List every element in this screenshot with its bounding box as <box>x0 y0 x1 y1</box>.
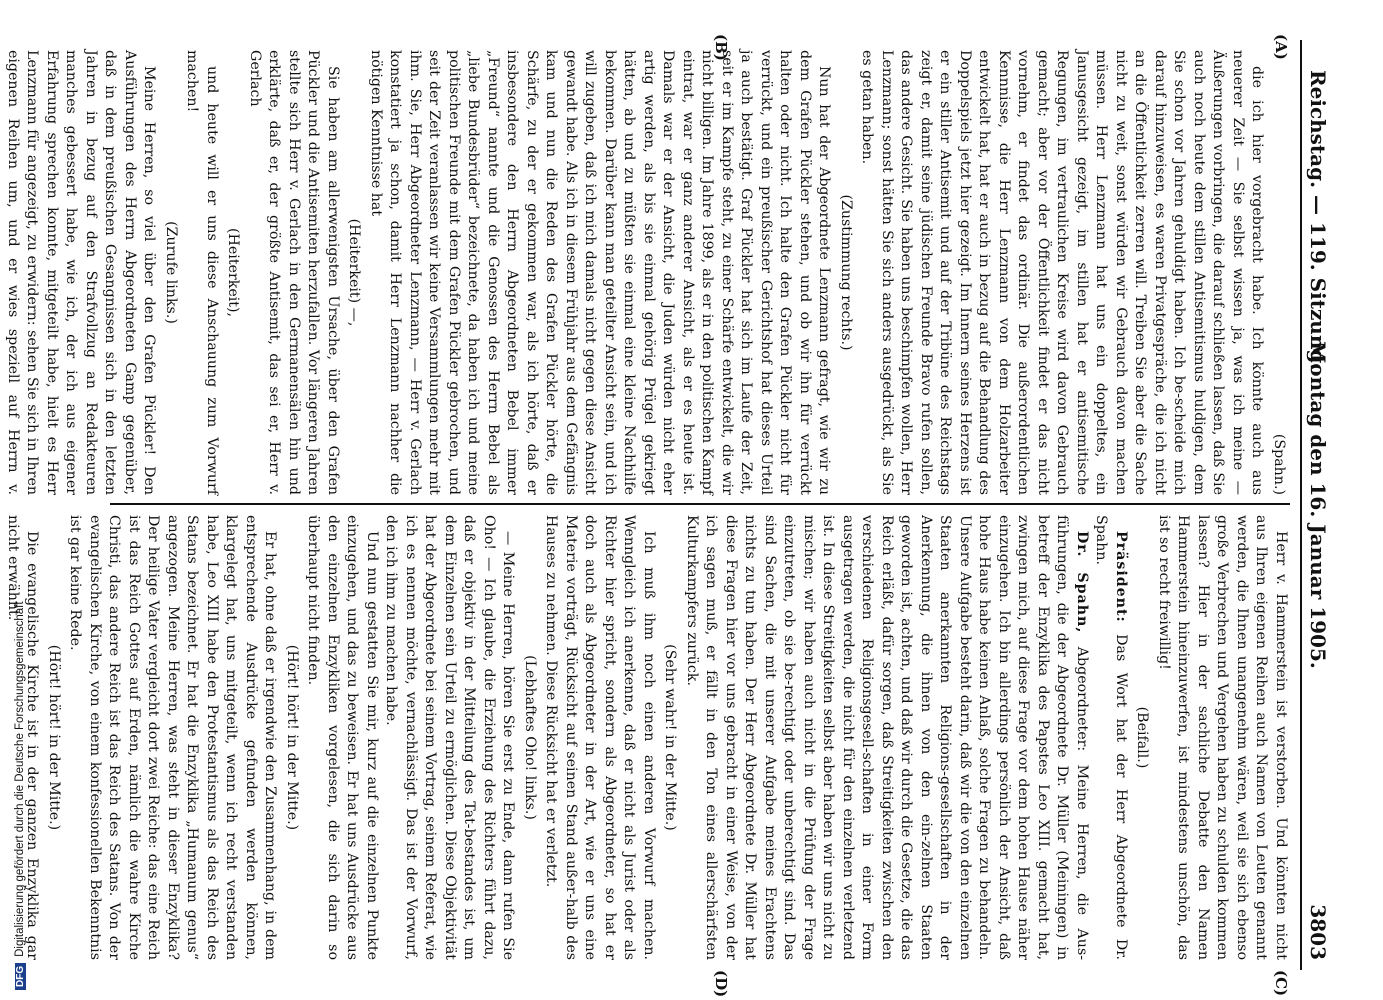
dfg-logo: DFG <box>15 963 26 990</box>
text-paragraph: und heute will er uns diese Anschauung zum Vorwurf machen! <box>184 50 220 495</box>
text-paragraph: die ich hier vorgebracht habe. Ich könnte auch aus neuerer Zeit — Sie selbst wissen ja, was ich meine — Äußerungen vorbringen, die darauf schließen lassen, daß Sie auch noch heute dem stillen Antisemitismus huldigen, dem Sie schon vor Jahren gehuldigt haben. Ich be-scheide mich darauf hinzuweisen, es waren Privatgespräche, die ich nicht an die Öffentlichkeit zerren will. Treiben Sie aber die Sache nicht zu weit, sonst würden wir Gebrauch davon machen müssen. Herr Lenzmann hat uns ein doppeltes, ein Janusgesicht gezeigt, im stillen hat er antisemitische Regungen, im vertraulichen Kreise wird davon Gebrauch gemacht; aber vor der Öffentlichkeit findet er das nicht vornehm, er findet das ordinär. Die außerordentlichen Kennnisse, die Herr Lenzmann von dem Holzarbeiter entwickelt hat, hat er auch in bezug auf die Behandlung des Doppelspiels jetzt hier gezeigt. Im Innern seines Herzens ist er ein stiller Antisemit und auf der Tribüne des Reichstags zeigt er, damit seine jüdischen Freunde Bravo rufen sollen, das andere Gesicht. Sie haben uns beschimpfen wollen, Herr Lenzmann; sonst hätten Sie sich anders ausgedrückt, als Sie es getan haben. <box>859 50 1266 495</box>
speaker-name: Dr. Spahn, <box>1074 531 1090 634</box>
text-paragraph: Nun hat der Abgeordnete Lenzmann gefragt, wie wir zu dem Grafen Pückler stehen, und ob wir ihn für verrückt halten oder nicht. Ich halte den Grafen Pückler nicht für verrückt, und ein preußischer Gerichtshof hat dieses Urteil ja auch bestätigt. Graf Pückler hat sich im Laufe der Zeit, seit er im Kampfe steht, zu einer Schärfe entwickelt, die wir nicht billigen. Im Jahre 1899, als er in den politischen Kampf eintrat, war er ganz anderer Ansicht, als er es heute ist. Damals war er der Ansicht, die Juden würden nicht eher artig werden, als bis sie einmal gehörig Prügel gekriegt hätten, ab und zu müßten sie einmal eine kleine Nachhilfe bekommen. Darüber kann man geteilter Ansicht sein, und ich will zugeben, daß ich mich damals nicht gegen diese Ansicht gewandt habe. Als ich in diesem Frühjahr aus dem Gefängnis kam und nun die Reden des Grafen Pückler hörte, die Schärfe, zu der er gekommen war, als ich hörte, daß er insbesondere den Herrn Abgeordneten Bebel immer „Freund“ nannte und die Genossen des Herrn Bebel als „liebe Bundesbrüder“ bezeichnete, da haben ich und meine politischen Freunde mit dem Grafen Pückler gebrochen, und seit der Zeit veranlassen wir keine Versammlungen mehr mit ihm. Sie, Herr Abgeordneter Lenzmann, — Herr v. Gerlach konstatiert ja schon, damit Herr Lenzmann nachher die nötigen Kenntnisse hat <box>368 50 833 495</box>
text-paragraph: Ich muß ihm noch einen anderen Vorwurf machen. Wenngleich ich anerkenne, daß er nicht als Jurist oder als Richter hier spricht, sondern als Abgeordneter, so hat er doch auch als Abgeordneter in der Art, wie er uns eine Materie vorträgt, Rücksicht auf seinen Stand außer-halb des Hauses zu nehmen. Diese Rücksicht hat er verletzt. <box>543 515 657 960</box>
speaker-tag: (Spahn.) <box>1271 433 1287 495</box>
margin-marker-a: (A) <box>1272 34 1290 60</box>
speech-text: Das Wort hat der Herr Abgeordnete Dr. Spahn. <box>1093 515 1129 960</box>
interjection: (Zustimmung rechts.) <box>838 194 854 351</box>
text-paragraph: Er hat, ohne daß er irgendwie den Zusammenhang, in dem entsprechende Ausdrücke gefunden werden können, klargelegt hat, uns mitgeteilt, wenn ich recht verstanden habe, Leo XIII habe den Protestantismus als das Reich des Satans bezeichnet. Er hat die Enzyklika „Humanum genus“ angezogen. Meine Herren, was steht in dieser Enzyklika? Der heilige Vater vergleicht dort zwei Reiche: das eine Reich ist das Reich Gottes auf Erden, nämlich die wahre Kirche Christi, das andere Reich ist das Reich des Satans. Von der evangelischen Kirche, von einem konfessionellen Bekenntnis ist gar keine Rede. <box>67 515 279 960</box>
interjection: (Hört! hört! in der Mitte.) <box>46 644 62 831</box>
left-text-column <box>5 50 1290 495</box>
interjection: (Heiterkeit) —, <box>346 218 363 327</box>
interjection: (Hört! hört! in der Mitte.) <box>284 644 300 831</box>
speaker-name: Präsident: <box>1113 531 1129 623</box>
margin-marker-c: (C) <box>1272 970 1290 997</box>
text-paragraph: Die evangelische Kirche ist in der ganzen Enzyklika gar nicht erwähnt. <box>5 515 41 960</box>
speech-paragraph <box>682 515 1092 960</box>
interjection: (Lebhaftes Oho! links.) <box>522 655 538 820</box>
interjection <box>0 515 1 960</box>
speech-paragraph <box>1091 515 1130 960</box>
text-paragraph: Meine Herren, so viel über den Grafen Pückler! Den Ausführungen des Herrn Abgeordneten Gamp gegenüber, daß in dem preußischen Gesangnissen sich in den letzten Jahren in bezug auf den Strafvollzug an Redakteuren manches gebessert habe, wie ich, der ich aus eigener Erfahrung sprechen konnte, mitgeteilt habe, hielt es Herr Lenzmann für angezeigt, zu erwidern: sehen Sie sich in Ihren eigenen Reihen um, und er wies speziell auf Herrn v. <box>5 50 158 495</box>
page-header <box>1300 40 1330 970</box>
text-paragraph: — Meine Herren, hören Sie erst zu Ende, dann rufen Sie Oho! — Ich glaube, die Erziehung des Richters führt dazu, daß er objektiv in der Mitteilung des Tat-bestandes ist, um dem Einzelnen sein Urteil zu ermöglichen. Diese Objektivität hat der Abgeordnete bei seinem Vortrag, seinem Referat, wie ich es nennen möchte, vernachlässigt. Das ist der Vorwurf, den ich ihm zu machen habe. <box>383 515 517 960</box>
text-paragraph: Herr v. Hammerstein ist verstorben. Und könnten nicht aus Ihren eigenen Reihen auch Namen von Leuten genannt werden, die Ihnen unangenehm wären, weil sie sich ebenso große Verbrechen und Vergehen haben zu schulden kommen lassen? Hier in der sachliche Debatte den Namen Hammerstein hineinzuwerfen, ist mindestens unschön, das ist so recht freiwillig! <box>1156 515 1289 960</box>
credit-text: Digitalisierung gefördert durch die Deutsche Forschungsgemeinschaft <box>14 601 26 957</box>
text-paragraph: Und nun gestatten Sie mir, kurz auf die einzelnen Punkte einzugehen, und das zu beweisen. Er hat uns Ausdrücke aus den einzelnen Enzykliken vorgelesen, die sich darin so überhaupt nicht finden. <box>305 515 380 960</box>
interjection: (Heiterkeit), <box>225 228 242 317</box>
page-number: 3803 <box>1306 904 1330 960</box>
speech-text: Abgeordneter: Meine Herren, die Aus-führungen, die der Abgeordnete Dr. Müller (Meiningen) in betreff der Enzyklika des Papstes Leo XIII. gemacht hat, zwingen mich, auf diese Frage vor dem hohen Hause näher einzugehen. Ich bin allerdings persönlich der Ansicht, daß hohe Haus habe keinen Anlaß, solche Fragen zu behandeln. Unsere Aufgabe besteht darin, daß wir die von den einzelnen Staaten anerkannten Religions-gesellschaften in der Anerkennung, die ihnen von den ein-zelnen Staaten geworden ist, achten, und daß wir durch die Gesetze, die das Reich erläßt, dafür sorgen, daß Streitigkeiten zwischen den verschiedenen Religionsgesell-schaften in einer Form ausgetragen werden, die nicht für den einzelnen verletzend ist. In diese Streitigkeiten selbst aber haben wir uns nicht zu mischen; wir haben auch nicht in die Prüfung der Frage einzutreten, ob sie be-rechtigt oder unberechtigt sind. Das sind Sachen, die mit unserer Aufgabe meines Erachtens nichts zu tun haben. Der Herr Abgeordnete Dr. Müller hat diese Fragen hier vor uns gebracht in einer Weise, von der ich sagen muß, er fällt in den Ton eines allerschärfsten Kulturkampfers zurück. <box>684 515 1090 961</box>
header-date: Montag den 16. Januar 1905. <box>1306 341 1330 669</box>
header-session: Reichstag. — 119. Sitzung. <box>1306 70 1330 371</box>
interjection: (Sehr wahr! in der Mitte.) <box>662 644 679 831</box>
interjection: (Beifall.) <box>1134 706 1151 769</box>
digitization-credit <box>14 601 26 990</box>
margin-marker-d: (D) <box>712 970 730 998</box>
margin-marker-b: (B) <box>712 34 730 61</box>
interjection: (Zurufe links.) <box>163 221 179 324</box>
column-divider <box>110 503 1290 505</box>
text-paragraph: Sie haben am allerwenigsten Ursache, über den Grafen Pückler und die Antisemiten herzufallen. Vor längeren Jahren stellte sich Herr v. Gerlach in den Germanensälen hin und erklärte, daß er, der größte Antisemit, das sei er, Herr v. Gerlach <box>247 50 341 495</box>
